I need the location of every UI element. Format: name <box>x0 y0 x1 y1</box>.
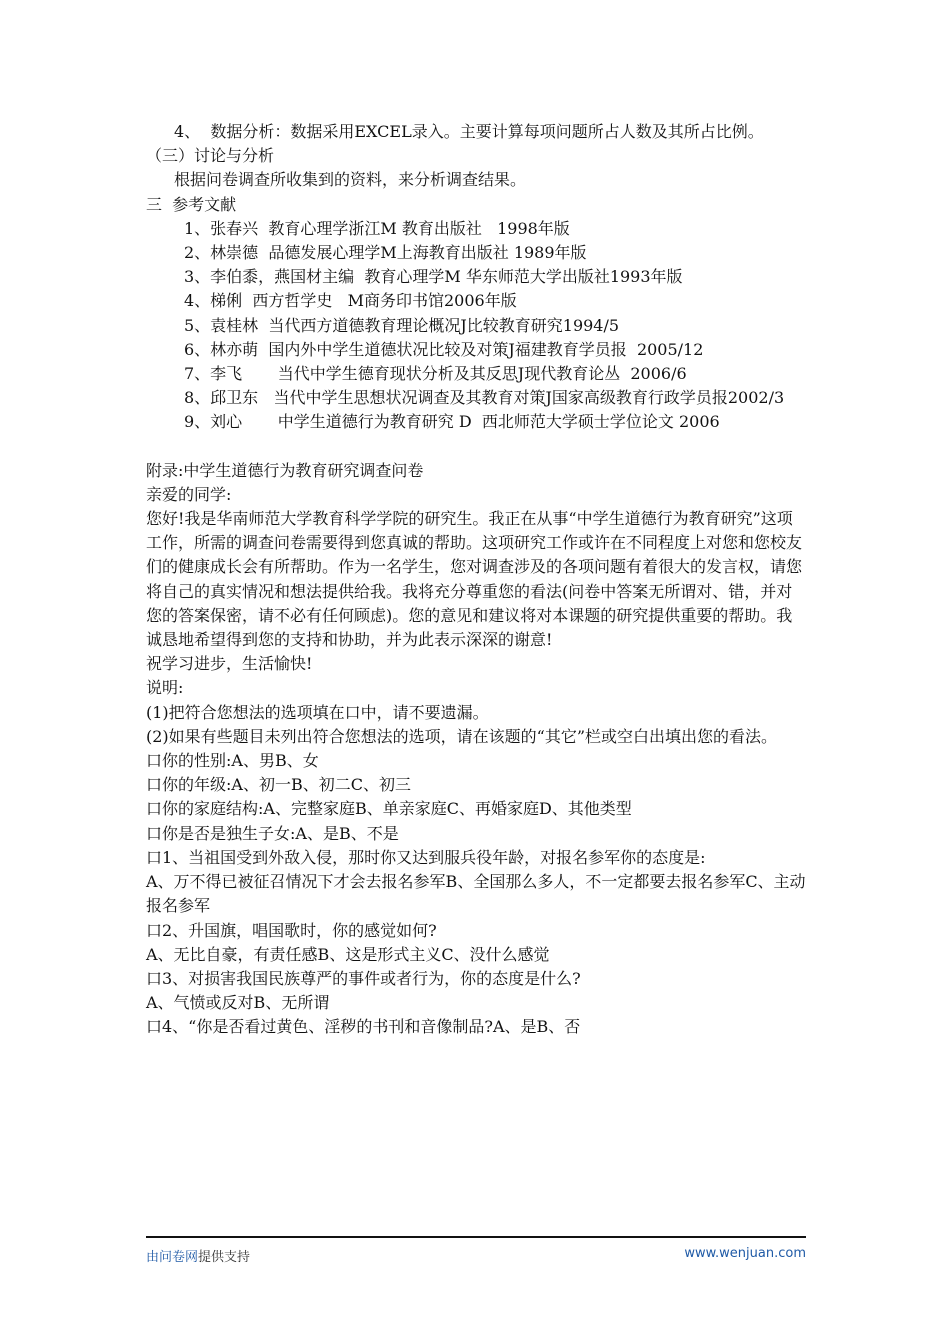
appendix-title: 附录:中学生道德行为教育研究调查问卷 <box>146 460 424 480</box>
question-line: 口你是否是独生子女:A、是B、不是 <box>146 823 399 843</box>
section-heading-references: 三 参考文献 <box>146 194 237 214</box>
question-line: 口你的家庭结构:A、完整家庭B、单亲家庭C、再婚家庭D、其他类型 <box>146 799 632 819</box>
note-item: (1)把符合您想法的选项填在口中，请不要遗漏。 <box>146 702 489 722</box>
reference-item: 8、邱卫东 当代中学生思想状况调查及其教育对策J国家高级教育行政学员报2002/3 <box>184 388 785 408</box>
discussion-paragraph: 根据问卷调查所收集到的资料，来分析调查结果。 <box>174 170 527 190</box>
question-line: 口1、当祖国受到外敌入侵，那时你又达到服兵役年龄，对报名参军你的态度是: <box>146 847 706 867</box>
reference-item: 1、张春兴 教育心理学浙江M 教育出版社 1998年版 <box>184 218 570 238</box>
spacer <box>146 435 806 459</box>
footer-url-link[interactable]: www.wenjuan.com <box>684 1246 806 1261</box>
answer-line: A、万不得已被征召情况下才会去报名参军B、全国那么多人，不一定都要去报名参军C、主动报名参军 <box>146 872 806 916</box>
greeting: 亲爱的同学: <box>146 484 232 504</box>
footer-brand[interactable]: 由问卷网 <box>146 1250 199 1265</box>
question-line: 口2、升国旗，唱国歌时，你的感觉如何? <box>146 920 437 940</box>
reference-item: 4、梯俐 西方哲学史 M商务印书馆2006年版 <box>184 291 517 311</box>
reference-item: 2、林崇德 品德发展心理学M上海教育出版社 1989年版 <box>184 243 587 263</box>
question-line: 口4、“你是否看过黄色、淫秽的书刊和音像制品?A、是B、否 <box>146 1017 581 1037</box>
question-line: 口你的年级:A、初一B、初二C、初三 <box>146 775 411 795</box>
footer-credit <box>146 1246 250 1265</box>
question-line: 口你的性别:A、男B、女 <box>146 751 319 771</box>
reference-item: 5、袁桂林 当代西方道德教育理论概况J比较教育研究1994/5 <box>184 315 620 335</box>
footer-suffix: 提供支持 <box>198 1250 251 1265</box>
section-heading-discussion: （三）讨论与分析 <box>146 146 275 166</box>
intro-paragraph: 您好!我是华南师范大学教育科学学院的研究生。我正在从事“中学生道德行为教育研究”这项工作，所需的调查问卷需要得到您真诚的帮助。这项研究工作或许在不同程度上对您和您校友们的健康成长会有所帮助。作为一名学生，您对调查涉及的各项问题有着很大的发言权，请您将自己的真实情况和想法提供给我。我将充分尊重您的看法(问卷中答案无所谓对、错，并对您的答案保密，请不必有任何顾虑)。您的意见和建议将对本课题的研究提供重要的帮助。我诚恳地希望得到您的支持和协助，并为此表示深深的谢意! <box>146 509 803 650</box>
document-body <box>146 120 806 1040</box>
analysis-paragraph: 4、 数据分析：数据采用EXCEL录入。主要计算每项问题所占人数及其所占比例。 <box>174 122 764 141</box>
answer-line: A、无比自豪，有责任感B、这是形式主义C、没什么感觉 <box>146 944 550 964</box>
reference-item: 7、李飞 当代中学生德育现状分析及其反思J现代教育论丛 2006/6 <box>184 364 687 384</box>
reference-item: 3、李伯黍，燕国材主编 教育心理学M 华东师范大学出版社1993年版 <box>184 267 683 287</box>
answer-line: A、气愤或反对B、无所谓 <box>146 993 330 1013</box>
notes-title: 说明: <box>146 678 184 698</box>
reference-item: 6、林亦萌 国内外中学生道德状况比较及对策J福建教育学员报 2005/12 <box>184 339 704 359</box>
footer-divider <box>146 1236 806 1238</box>
wish-line: 祝学习进步，生活愉快! <box>146 654 313 674</box>
reference-item: 9、刘心 中学生道德行为教育研究 D 西北师范大学硕士学位论文 2006 <box>184 412 720 432</box>
question-line: 口3、对损害我国民族尊严的事件或者行为，你的态度是什么? <box>146 968 581 988</box>
note-item: (2)如果有些题目未列出符合您想法的选项，请在该题的“其它”栏或空白出填出您的看法。 <box>146 726 778 746</box>
